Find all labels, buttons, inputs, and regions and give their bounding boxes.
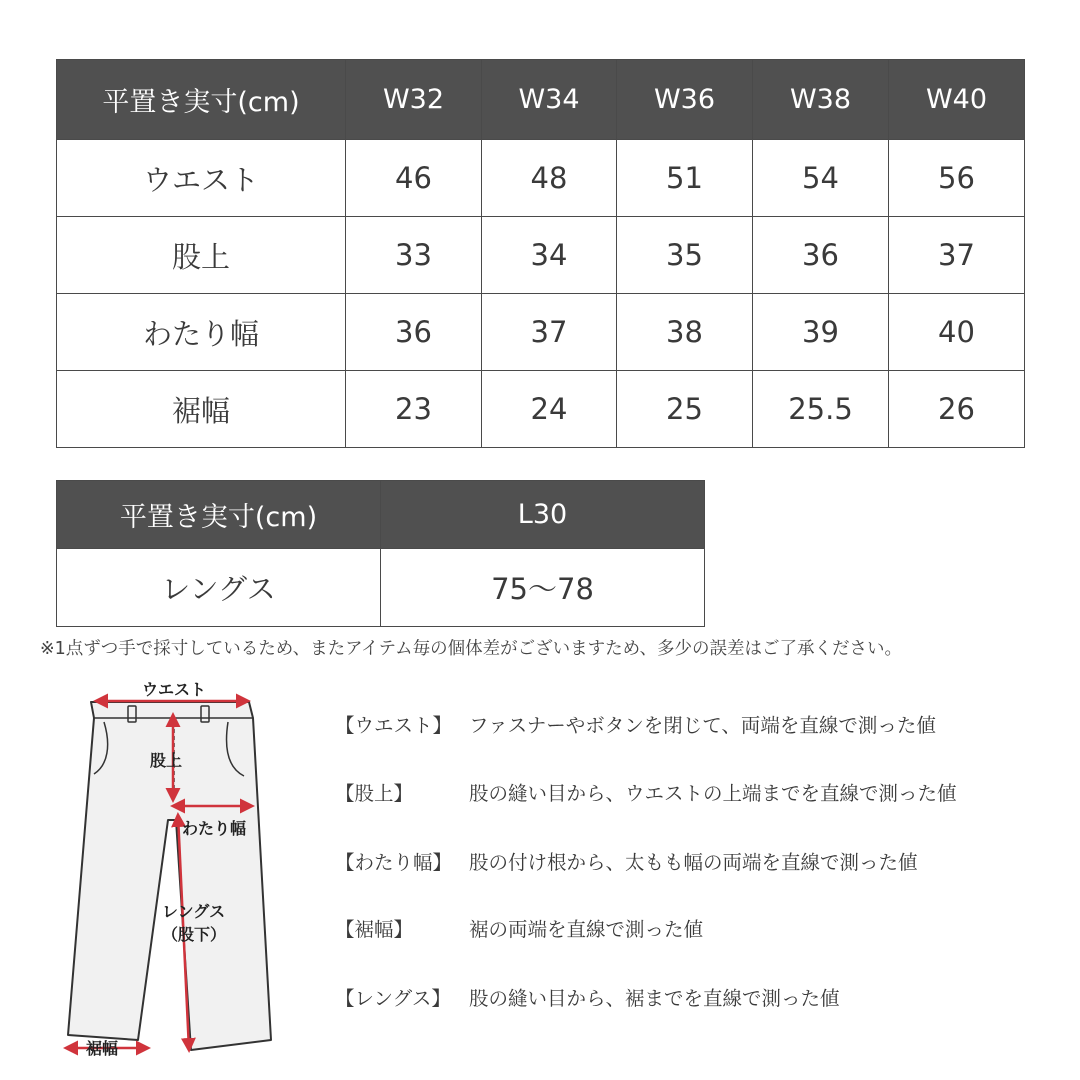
legend-desc: 股の縫い目から、ウエストの上端までを直線で測った値 xyxy=(469,782,957,805)
length-table xyxy=(56,480,705,627)
diagram-label-waist: ウエスト xyxy=(141,680,207,699)
length-header-label: 平置き実寸(cm) xyxy=(57,481,381,549)
legend-item-length xyxy=(335,983,840,1011)
legend-desc: 股の付け根から、太もも幅の両端を直線で測った値 xyxy=(469,851,918,874)
row-label-waist: ウエスト xyxy=(57,140,346,217)
size-header-w36: W36 xyxy=(617,60,753,140)
legend-key: 【股上】 xyxy=(335,782,414,805)
table-cell: 36 xyxy=(346,294,482,371)
length-header-l30: L30 xyxy=(381,481,705,549)
legend-key: 【レングス】 xyxy=(335,987,451,1010)
table-row xyxy=(57,140,1025,217)
table-cell: 35 xyxy=(617,217,753,294)
diagram-label-thigh: わたり幅 xyxy=(182,819,247,838)
legend-desc: ファスナーやボタンを閉じて、両端を直線で測った値 xyxy=(469,714,936,737)
table-cell: 46 xyxy=(346,140,482,217)
diagram-label-length: レングス xyxy=(162,902,226,921)
table-row xyxy=(57,549,705,627)
legend-desc: 裾の両端を直線で測った値 xyxy=(469,918,704,941)
diagram-label-length-sub: （股下） xyxy=(162,925,227,944)
row-label-hem: 裾幅 xyxy=(57,371,346,448)
table-cell: 25.5 xyxy=(753,371,889,448)
size-header-row xyxy=(57,60,1025,140)
table-cell: 48 xyxy=(482,140,617,217)
table-cell: 40 xyxy=(889,294,1025,371)
table-cell: 34 xyxy=(482,217,617,294)
table-cell: 56 xyxy=(889,140,1025,217)
table-cell: 37 xyxy=(482,294,617,371)
table-cell: 39 xyxy=(753,294,889,371)
legend-item-thigh xyxy=(335,847,918,875)
row-label-thigh: わたり幅 xyxy=(57,294,346,371)
size-header-w40: W40 xyxy=(889,60,1025,140)
legend-key: 【わたり幅】 xyxy=(335,851,453,874)
size-header-label: 平置き実寸(cm) xyxy=(57,60,346,140)
table-cell: 54 xyxy=(753,140,889,217)
table-cell: 25 xyxy=(617,371,753,448)
legend-item-rise xyxy=(335,778,957,806)
diagram-label-rise: 股上 xyxy=(150,751,183,770)
table-cell: 26 xyxy=(889,371,1025,448)
measurement-note: ※1点ずつ手で採寸しているため、またアイテム毎の個体差がございますため、多少の誤差はご了承ください。 xyxy=(40,639,902,659)
size-header-w34: W34 xyxy=(482,60,617,140)
legend-item-hem xyxy=(335,914,703,942)
table-cell: 51 xyxy=(617,140,753,217)
table-cell: 36 xyxy=(753,217,889,294)
diagram-label-hem: 裾幅 xyxy=(86,1039,119,1058)
pants-diagram xyxy=(56,670,316,1070)
size-header-w38: W38 xyxy=(753,60,889,140)
legend-key: 【ウエスト】 xyxy=(335,714,453,737)
row-label-length: レングス xyxy=(57,549,381,627)
legend-desc: 股の縫い目から、裾までを直線で測った値 xyxy=(469,987,840,1010)
table-row xyxy=(57,294,1025,371)
table-cell: 38 xyxy=(617,294,753,371)
size-header-w32: W32 xyxy=(346,60,482,140)
table-cell: 23 xyxy=(346,371,482,448)
table-cell: 75〜78 xyxy=(381,549,705,627)
table-row xyxy=(57,371,1025,448)
size-table xyxy=(56,59,1025,448)
table-cell: 33 xyxy=(346,217,482,294)
legend-key: 【裾幅】 xyxy=(335,918,414,941)
table-cell: 24 xyxy=(482,371,617,448)
table-row xyxy=(57,217,1025,294)
legend-item-waist xyxy=(335,710,936,738)
length-header-row xyxy=(57,481,705,549)
table-cell: 37 xyxy=(889,217,1025,294)
row-label-rise: 股上 xyxy=(57,217,346,294)
